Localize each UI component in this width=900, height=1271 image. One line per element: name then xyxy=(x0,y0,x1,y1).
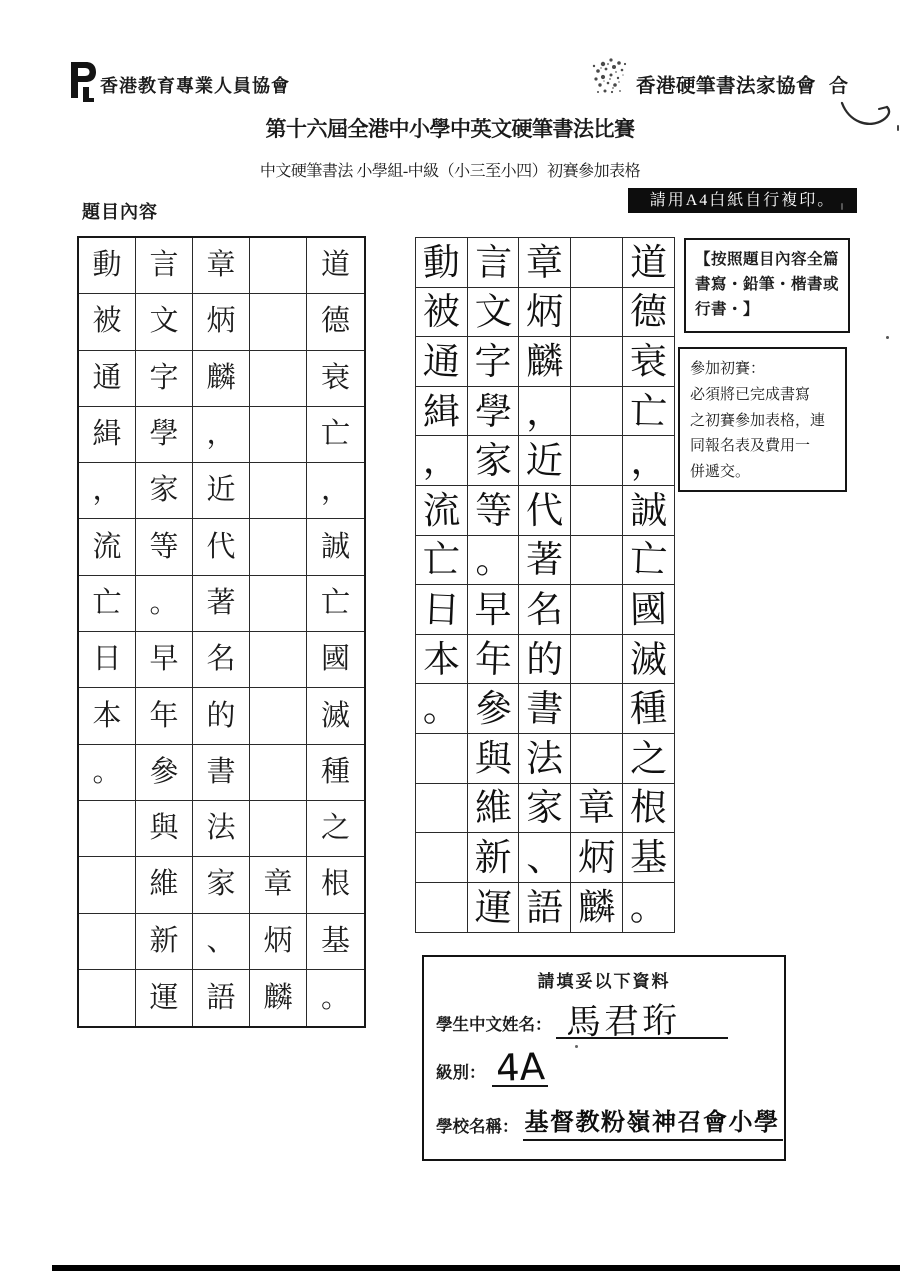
grid-cell: 運 xyxy=(136,970,193,1026)
grid-cell xyxy=(250,801,307,857)
grid-cell: 。 xyxy=(416,684,468,734)
grid-cell xyxy=(571,536,623,586)
grid-cell: 代 xyxy=(193,519,250,575)
class-row xyxy=(436,1043,548,1090)
grid-cell: 。 xyxy=(629,885,668,930)
school-label: 學校名稱： xyxy=(436,1117,519,1136)
grid-cell: 動 xyxy=(79,238,136,294)
grid-cell: 麟 xyxy=(250,970,307,1026)
right-organization-name: 香港硬筆書法家協會 xyxy=(636,76,817,97)
grid-cell: 衰 xyxy=(623,337,675,387)
class-field xyxy=(492,1045,548,1090)
section-label-topic-content: 題目內容 xyxy=(82,202,158,222)
student-name-field xyxy=(556,1001,728,1043)
grid-cell: 亡 xyxy=(623,536,675,586)
grid-cell: 新 xyxy=(136,914,193,970)
co-organizer-text: 合 xyxy=(829,76,849,97)
entry-instruction-line: 併遞交。 xyxy=(690,464,751,481)
grid-cell: 滅 xyxy=(623,635,675,685)
grid-cell: 等 xyxy=(136,519,193,575)
grid-cell xyxy=(250,351,307,407)
entry-instruction-box xyxy=(678,347,847,492)
grid-cell: ， xyxy=(519,387,571,437)
grid-cell xyxy=(250,463,307,519)
grid-cell: 通 xyxy=(416,337,468,387)
grid-cell: 維 xyxy=(136,857,193,913)
grid-cell: 緝 xyxy=(79,407,136,463)
grid-cell: 言 xyxy=(136,238,193,294)
grid-cell: 流 xyxy=(416,486,468,536)
grid-cell xyxy=(250,519,307,575)
grid-cell xyxy=(250,688,307,744)
grid-cell xyxy=(250,407,307,463)
grid-cell: 代 xyxy=(519,486,571,536)
grid-cell: 誠 xyxy=(307,519,364,575)
grid-cell: 言 xyxy=(468,238,520,288)
class-label: 級別： xyxy=(436,1063,486,1082)
grid-cell: 近 xyxy=(519,436,571,486)
grid-cell: 章 xyxy=(519,238,571,288)
grid-cell: 與 xyxy=(468,734,520,784)
grid-cell xyxy=(79,970,136,1026)
grid-cell xyxy=(250,576,307,632)
grid-cell xyxy=(79,857,136,913)
grid-cell: 著 xyxy=(519,536,571,586)
grid-cell: 名 xyxy=(519,585,571,635)
grid-cell xyxy=(250,632,307,688)
grid-cell: 的 xyxy=(519,635,571,685)
grid-cell: 根 xyxy=(307,857,364,913)
grid-cell xyxy=(416,833,468,883)
grid-cell: 、 xyxy=(193,914,250,970)
grid-cell xyxy=(571,585,623,635)
grid-cell: 之 xyxy=(623,734,675,784)
grid-cell: 本 xyxy=(79,688,136,744)
grid-cell: ， xyxy=(623,436,675,486)
grid-cell: 緝 xyxy=(416,387,468,437)
grid-cell xyxy=(79,801,136,857)
grid-cell: 被 xyxy=(416,288,468,338)
grid-cell xyxy=(416,734,468,784)
grid-cell: 誠 xyxy=(623,486,675,536)
grid-cell: 流 xyxy=(79,519,136,575)
grid-cell xyxy=(571,387,623,437)
grid-cell: 種 xyxy=(307,745,364,801)
grid-cell: 家 xyxy=(468,436,520,486)
left-organization-name: 香港教育專業人員協會 xyxy=(100,76,290,96)
grid-cell: 本 xyxy=(416,635,468,685)
grid-cell: 道 xyxy=(307,238,364,294)
scan-speck xyxy=(897,125,899,131)
grid-cell: 滅 xyxy=(307,688,364,744)
grid-cell: 被 xyxy=(79,294,136,350)
grid-cell: 。 xyxy=(468,536,520,586)
grid-cell: ， xyxy=(79,463,136,519)
grid-cell: 等 xyxy=(468,486,520,536)
grid-cell: 家 xyxy=(519,784,571,834)
grid-cell xyxy=(571,436,623,486)
grid-cell: 。 xyxy=(79,745,136,801)
grid-cell: 道 xyxy=(623,238,675,288)
ptu-monogram-icon xyxy=(63,60,97,104)
writing-instruction-box: 【按照題目內容全篇書寫・鉛筆・楷書或行書・】 xyxy=(684,238,850,333)
grid-cell: 文 xyxy=(136,294,193,350)
grid-cell: 德 xyxy=(623,288,675,338)
grid-cell: 早 xyxy=(468,585,520,635)
school-handwritten-value: 基督教粉嶺神召會小學 xyxy=(524,1108,780,1136)
grid-cell: 亡 xyxy=(623,387,675,437)
grid-cell xyxy=(571,734,623,784)
grid-cell xyxy=(571,238,623,288)
form-title: 請填妥以下資料 xyxy=(537,972,671,991)
grid-cell: 亡 xyxy=(307,407,364,463)
grid-cell xyxy=(571,684,623,734)
grid-cell: 法 xyxy=(193,801,250,857)
grid-cell xyxy=(571,486,623,536)
grid-cell: 動 xyxy=(416,238,468,288)
grid-cell: ， xyxy=(416,436,468,486)
grid-cell: 語 xyxy=(193,970,250,1026)
grid-cell: 章 xyxy=(571,784,623,834)
grid-cell: 國 xyxy=(307,632,364,688)
grid-cell: 通 xyxy=(79,351,136,407)
competition-title: 第十六屆全港中小學中英文硬筆書法比賽 xyxy=(265,117,635,141)
grid-cell: 國 xyxy=(623,585,675,635)
grid-cell: 種 xyxy=(623,684,675,734)
grid-cell xyxy=(250,238,307,294)
grid-cell: 家 xyxy=(136,463,193,519)
grid-cell: 亡 xyxy=(416,536,468,586)
entry-instruction-line: 同報名表及費用一 xyxy=(690,438,811,455)
school-field xyxy=(523,1105,783,1141)
grid-cell: 名 xyxy=(193,632,250,688)
grid-cell xyxy=(79,914,136,970)
grid-cell: 之 xyxy=(307,801,364,857)
grid-cell: 。 xyxy=(136,576,193,632)
grid-cell: 德 xyxy=(307,294,364,350)
grid-cell: 早 xyxy=(136,632,193,688)
grid-cell: 麟 xyxy=(571,883,623,933)
grid-cell: 維 xyxy=(468,784,520,834)
grid-cell: 基 xyxy=(623,833,675,883)
student-name-handwritten-value: 馬君珩 xyxy=(565,1001,680,1043)
grid-cell: 的 xyxy=(193,688,250,744)
scan-speck xyxy=(575,1045,578,1048)
student-name-label: 學生中文姓名： xyxy=(436,1015,552,1034)
grid-cell: ， xyxy=(307,463,364,519)
grid-cell: 新 xyxy=(468,833,520,883)
grid-cell: 字 xyxy=(468,337,520,387)
grid-cell: 麟 xyxy=(519,337,571,387)
grid-cell: 。 xyxy=(320,981,350,1014)
grid-cell: 文 xyxy=(468,288,520,338)
grid-cell: 字 xyxy=(136,351,193,407)
grid-cell: 年 xyxy=(468,635,520,685)
grid-cell: 書 xyxy=(519,684,571,734)
copy-instruction-badge: 請用A4白紙自行複印。 xyxy=(628,188,857,213)
grid-cell: 運 xyxy=(468,883,520,933)
student-details-form xyxy=(422,955,786,1161)
school-row xyxy=(436,1097,783,1141)
grid-cell: 參 xyxy=(468,684,520,734)
grid-cell: 、 xyxy=(519,833,571,883)
grid-cell: 章 xyxy=(250,857,307,913)
grid-cell: 語 xyxy=(519,883,571,933)
grid-cell: 著 xyxy=(193,576,250,632)
entry-instruction-line: 必須將已完成書寫 xyxy=(690,386,811,403)
grid-cell xyxy=(416,883,468,933)
grid-cell: 學 xyxy=(468,387,520,437)
grid-cell: ， xyxy=(193,407,250,463)
grid-cell: 參 xyxy=(136,745,193,801)
grid-cell xyxy=(571,635,623,685)
grid-cell: 家 xyxy=(193,857,250,913)
grid-cell: 與 xyxy=(136,801,193,857)
grid-cell: 法 xyxy=(519,734,571,784)
grid-cell: 日 xyxy=(79,632,136,688)
grid-cell: 年 xyxy=(136,688,193,744)
entry-instruction-line: 之初賽參加表格，連 xyxy=(690,412,826,429)
grid-cell xyxy=(571,337,623,387)
grid-cell: 章 xyxy=(193,238,250,294)
grid-cell: 麟 xyxy=(193,351,250,407)
grid-cell xyxy=(416,784,468,834)
handwritten-copy-grid xyxy=(415,237,675,933)
entry-instruction-line: 參加初賽： xyxy=(690,361,766,377)
grid-cell: 炳 xyxy=(519,288,571,338)
category-subtitle: 中文硬筆書法 小學組-中級（小三至小四）初賽參加表格 xyxy=(259,163,641,180)
grid-cell: 基 xyxy=(307,914,364,970)
scan-edge-strip xyxy=(52,1265,900,1271)
grid-cell: 炳 xyxy=(193,294,250,350)
grid-cell: 學 xyxy=(136,407,193,463)
printed-model-text-grid xyxy=(77,236,366,1028)
grid-cell: 書 xyxy=(193,745,250,801)
scan-speck xyxy=(886,336,889,339)
student-name-row xyxy=(436,993,728,1043)
grid-cell: 根 xyxy=(623,784,675,834)
grid-cell: 炳 xyxy=(571,833,623,883)
grid-cell xyxy=(250,294,307,350)
grid-cell: 炳 xyxy=(250,914,307,970)
grid-cell: 近 xyxy=(193,463,250,519)
class-handwritten-value: 4A xyxy=(494,1045,546,1090)
grid-cell: 日 xyxy=(416,585,468,635)
grid-cell xyxy=(571,288,623,338)
scan-speck xyxy=(841,203,843,210)
grid-cell: 亡 xyxy=(307,576,364,632)
seal-stamp-icon xyxy=(589,54,635,100)
grid-cell: 衰 xyxy=(307,351,364,407)
grid-cell: 亡 xyxy=(79,576,136,632)
grid-cell xyxy=(250,745,307,801)
